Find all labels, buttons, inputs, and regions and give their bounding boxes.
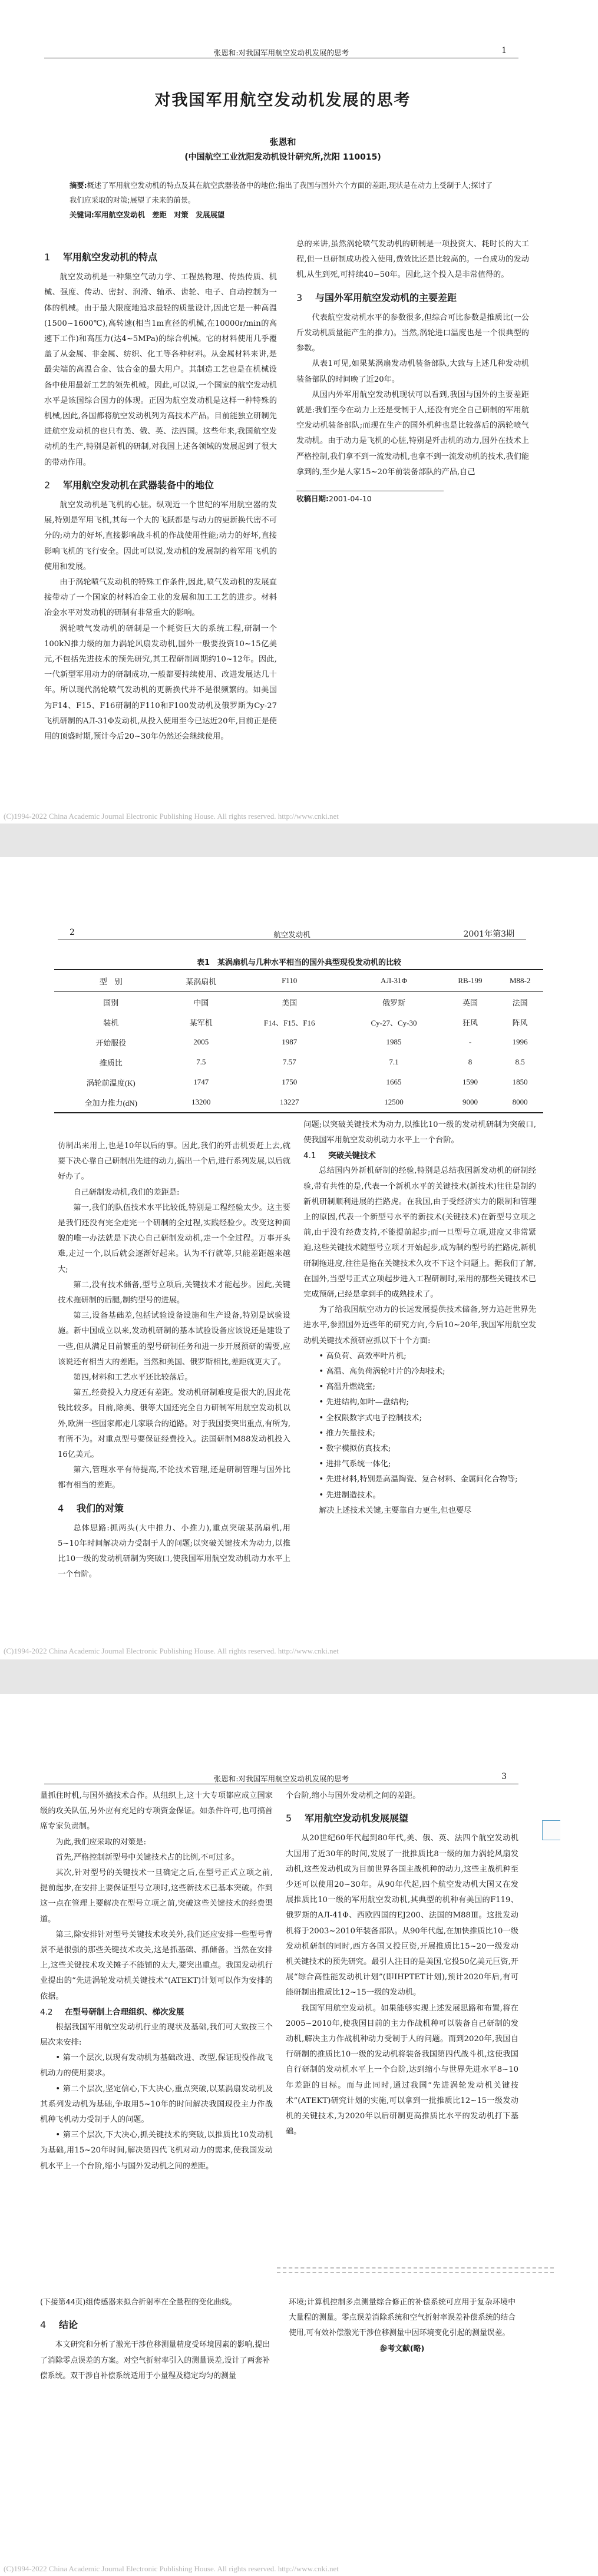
abstract-text: 概述了军用航空发动机的特点及其在航空武器装备中的地位;指出了我国与国外六个方面的差距,现状是在动力上受制于人;探讨了我们应采取的对策;展望了未来的前景。 bbox=[70, 181, 493, 204]
table-header-cell: 型 别 bbox=[54, 970, 167, 992]
table-cell: 开始服役 bbox=[95, 1038, 127, 1047]
subsection-heading: 4.2 在型号研制上合理组织、梯次发展 bbox=[40, 2007, 184, 2017]
paragraph: 仿制出来用上,也是10年以后的事。因此,我们的歼击机要赶上去,就要下决心靠自己研制出先进的动力,搞出一个后,进行系列发展,以后就好办了。 bbox=[58, 1142, 291, 1182]
paragraph: 从表1可见,如果某涡扇发动机装备部队,大致与上述几种发动机装备部队的时间晚了近20年。 bbox=[296, 359, 529, 384]
paragraph: 第三,除安排针对型号关键技术攻关外,我们还应安排一些型号背景不是很强的那些关键技术攻关,这是抓基础、抓储备。当然在安排上,这些关键技术攻关摊子不能铺的太大,要突出重点。我国发动机行业提出的“先进涡轮发动机关键技术”(ATEKT)计划可以作为安排的依据。 bbox=[40, 1930, 273, 2001]
running-head bbox=[44, 46, 518, 58]
paragraph: 涡轮喷气发动机的研制是一个耗资巨大的系统工程,研制一个100kN推力级的加力涡轮风扇发动机,国外一般要投资10~15亿美元,不包括先进技术的预先研究,其工程研制周期约10~12年。因此,一代新型军用动力的研制成功,一般都要持续使用、改进发展达几十年。所以现代涡轮喷气发动机的更新换代并不是很频繁的。如美国为F14、F15、F16研制的F110和F100发动机及俄罗斯为Cy-27飞机研制的AЛ-31Φ发动机,从投入使用至今已达近20年,目前正是使用的顶盛时期,预计今后20~30年仍然还会继续使用。 bbox=[44, 624, 277, 742]
paragraph: 自己研制发动机,我们的差距是: bbox=[73, 1188, 180, 1197]
list-item: • 第一个层次,以现有发动机为基础改进、改型,保证现役作战飞机动力的使用要求。 bbox=[40, 2051, 273, 2081]
table-cell: 13227 bbox=[234, 1092, 344, 1113]
running-head bbox=[44, 1772, 518, 1784]
references-heading: 参考文献(略) bbox=[379, 2344, 425, 2353]
paragraph: 根据我国军用航空发动机行业的现状及基础,我们可大致按三个层次来安排: bbox=[40, 2022, 273, 2048]
table-cell: 13200 bbox=[167, 1092, 234, 1113]
paragraph: 第四,材料和工艺水平还比较落后。 bbox=[73, 1373, 193, 1383]
table-cell: 1750 bbox=[282, 1077, 298, 1086]
author: 张恩和 bbox=[269, 137, 296, 147]
table-row bbox=[54, 1052, 543, 1072]
table-row bbox=[54, 992, 543, 1013]
page-3 bbox=[0, 1694, 598, 2576]
table-cell: 1747 bbox=[193, 1077, 209, 1086]
paragraph: 从20世纪60年代起到80年代,美、俄、英、法四个航空发动机大国用了近30年的时间,发展了一批推质比8一级的加力涡轮风扇发动机,这些发动机成为目前世界各国主战机种的动力,这些主战机种至少还可以使用20~30年。从90年代起,四个航空发动机大国又在发展推质比10一级的军用航空发动机,其典型的机种有美国的F119、俄罗斯的AЛ-41Φ、西欧四国的EJ200、法国的M88Ⅲ。这批发动机将于2003~2010年装备部队。从90年代起,在加快推质比10一级发动机研制的同时,西方各国又投巨资,开展推质比15~20一级发动机关键技术的预先研究。最引人注目的是美国,它投50亿美元巨资,开展“综合高性能发动机计划”(即IHPTET计划),预计2020年后,有可能研制出推质比12~15一级的发动机。 bbox=[286, 1834, 518, 1998]
table-cell: 全加力推力(dN) bbox=[54, 1092, 167, 1113]
column-right bbox=[303, 1117, 536, 1519]
key-technology-list bbox=[303, 1349, 536, 1503]
table-cell: 阵风 bbox=[512, 1018, 528, 1027]
running-head-title: 张恩和:对我国军用航空发动机发展的思考 bbox=[213, 48, 349, 57]
paragraph-continued: 问题;以突破关键技术为动力,以推比10一级的发动机研制为突破口,使我国军用航空发动机动力水平上一个台阶。 bbox=[303, 1120, 536, 1145]
paragraph: 第二,没有技术储备,型号立项后,关键技术才能起步。因此,关键技术拖研制的后腿,制约型号的进展。 bbox=[58, 1280, 290, 1305]
journal-name: 航空发动机 bbox=[273, 930, 310, 939]
table-row bbox=[54, 1092, 543, 1113]
table-header-cell: 某涡扇机 bbox=[167, 970, 234, 992]
table-cell: 1590 bbox=[462, 1077, 478, 1086]
table-cell: 装机 bbox=[103, 1018, 119, 1027]
column-left bbox=[58, 1139, 291, 1579]
paragraph: 从国内外军用航空发动机现状可以看到,我国与国外的主要差距就是:我们至今在动力上还是受制于人,还没有完全自己研制的军用航空发动机装备部队;而现在生产的国外机种也是比较落后的涡轮喷气发动机。由于动力是飞机的心脏,特别是歼击机的动力,国外在技术上严格控制,我们拿不到一流发动机,也拿不到一流发动机的技术,我们能拿到的,至少是人家15~20年前装备部队的产品,自己 bbox=[296, 390, 530, 477]
list-item: • 先进制造技术。 bbox=[303, 1488, 536, 1503]
table-cell: 7.5 bbox=[196, 1057, 206, 1066]
table-header-row bbox=[54, 970, 543, 992]
table-cell: 国别 bbox=[103, 998, 119, 1007]
table-cell: 1850 bbox=[512, 1077, 528, 1086]
list-item: • 进排气系统一体化; bbox=[303, 1457, 536, 1472]
table-cell: 1665 bbox=[386, 1077, 402, 1086]
table-cell: 8000 bbox=[497, 1092, 543, 1113]
list-item: • 先进材料,特别是高温陶瓷、复合材料、金属间化合物等; bbox=[303, 1472, 536, 1487]
table-cell: 英国 bbox=[462, 998, 478, 1007]
table-header-cell: RB-199 bbox=[444, 970, 497, 992]
paragraph: 环境;计算机控制多点测量综合修正的补偿系统可应用于复杂环境中大量程的测量。零点误差消除系统和空气折射率误差补偿系统的结合使用,可有效补偿激光干涉位移测量中因环境变化引起的测量误差。 bbox=[289, 2298, 516, 2338]
table-header-cell: AЛ-31Φ bbox=[344, 970, 443, 992]
page-number: 1 bbox=[501, 46, 507, 55]
paragraph: 代表航空发动机水平的参数很多,但综合可比参数是推质比(一公斤发动机质量能产生的推力)。当然,涡轮进口温度也是一个很典型的参数。 bbox=[296, 313, 529, 353]
paragraph-continued: 个台阶,缩小与国外发动机之间的差距。 bbox=[286, 1791, 421, 1800]
column-right bbox=[296, 237, 529, 507]
table-cell: 12500 bbox=[344, 1092, 443, 1113]
paragraph: 由于涡轮喷气发动机的特殊工作条件,因此,喷气发动机的发展直接带动了一个国家的材料冶金工业的发展和加工工艺的进步。材料冶金水平对发动机的研制有非常重大的影响。 bbox=[44, 578, 277, 618]
section-heading: 2 军用航空发动机在武器装备中的地位 bbox=[44, 479, 214, 491]
page-1 bbox=[0, 0, 598, 824]
paragraph: 第五,经费投入力度还有差距。发动机研制难度是很大的,因此花钱比较多。目前,除美、俄等大国还完全自力研制军用航空发动机以外,欧洲一些国家都走几家联合的道路。对于我国要突出重点,有所为,有所不为。对重点型号要保证经费投入。法国研制M88发动机投入16亿美元。 bbox=[58, 1388, 291, 1460]
table-cell: - bbox=[468, 1037, 472, 1046]
copyright-notice: (C)1994-2022 China Academic Journal Electronic Publishing House. All rights reserved. http://www.cnki.net bbox=[4, 2564, 339, 2573]
paragraph: 我国军用航空发动机。如果能够实现上述发展思路和布置,将在2005~2010年,使我国目前的主力作战机种可以装备自己研制的发动机,解决主力作战机种动力受制于人的问题。而到2020年,我国自行研制的推质比10一级的发动机将装备我国第四代战斗机,这使我国自行研制的发动机水平上一个台阶,达到缩小与世界先进水平8~10年差距的目标。而与此同时,通过我国“先进涡轮发动机关键技术”(ATEKT)研究计划的实施,可以拿到一批推质比12~15一级发动机的关键技术,为2020年以后研制更高推质比水平的发动机打下基础。 bbox=[286, 2003, 518, 2137]
paragraph-continued: 总的来讲,虽然涡轮喷气发动机的研制是一项投资大、耗时长的大工程,但一旦研制成功投入使用,费效比还是比较高的。一台成功的发动机,从生到死,可持续40~50年。因此,这个投入是非常值得的。 bbox=[296, 240, 529, 280]
paragraph: 解决上述技术关键,主要靠自力更生,但也要尽 bbox=[319, 1506, 472, 1515]
table-cell: 9000 bbox=[444, 1092, 497, 1113]
table-cell: F14、F15、F16 bbox=[263, 1018, 315, 1027]
section-heading: 5 军用航空发动机发展展望 bbox=[286, 1813, 409, 1824]
page-number: 3 bbox=[501, 1772, 507, 1781]
paragraph: 第一,我们的队伍技术水平比较低,特别是工程经验太少。这主要是我们还没有完全走完一个研制的全过程,实践经验少。改变这种面貌的唯一办法就是下决心自己研制发动机,走一个全过程。万事开头难,走过一个,以后就会逐渐好起来。认为不行就等,只能差距越来越大; bbox=[58, 1203, 290, 1274]
running-head-title: 张恩和:对我国军用航空发动机发展的思考 bbox=[213, 1774, 349, 1783]
table-cell: 7.57 bbox=[282, 1057, 296, 1066]
abstract-block bbox=[70, 178, 500, 223]
list-item: • 高温、高负荷涡轮叶片的冷却技术; bbox=[303, 1364, 536, 1380]
table-cell: 狂风 bbox=[462, 1018, 478, 1027]
list-item: • 高温升燃烧室; bbox=[303, 1380, 536, 1395]
table-cell: 推质比 bbox=[99, 1058, 123, 1067]
paragraph: 第三,设备基础差,包括试验设备设施和生产设备,特别是试验设施。新中国成立以来,发动机研制的基本试验设备应该说还是建设了一些,但从满足目前繁重的型号研制任务和进一步开展预研的需要,应该说还有相当大的差距。当然和美国、俄罗斯相比,差距就更大了。 bbox=[58, 1311, 290, 1367]
subsection-heading: 4.1 突破关键技术 bbox=[303, 1151, 376, 1161]
article-separator bbox=[277, 2267, 554, 2273]
paragraph: (下接第44页)组传感器来拟合折射率在全量程的变化曲线。 bbox=[40, 2298, 237, 2307]
list-item: • 高负荷、高效率叶片机; bbox=[303, 1349, 536, 1364]
section-heading: 4 结论 bbox=[40, 2319, 78, 2331]
column-right bbox=[286, 1788, 518, 2139]
table-header-cell: F110 bbox=[234, 970, 344, 992]
paper-title: 对我国军用航空发动机发展的思考 bbox=[154, 91, 411, 110]
table-cell: 美国 bbox=[282, 998, 298, 1007]
table-cell: 涡轮前温度(K) bbox=[86, 1078, 136, 1087]
section-heading: 4 我们的对策 bbox=[58, 1502, 124, 1514]
development-levels-list bbox=[40, 2051, 273, 2174]
table-header-cell: M88-2 bbox=[497, 970, 543, 992]
table-cell: 1996 bbox=[512, 1037, 528, 1046]
affiliation: (中国航空工业沈阳发动机设计研究所,沈阳 110015) bbox=[184, 153, 381, 162]
paragraph: 本文研究和分析了激光干涉位移测量精度受环境因素的影响,提出了消除零点误差的方案。对空气折射率引入的测量误差,设计了两套补偿系统。双干涉自补偿系统适用于小量程及稳定均匀的测量 bbox=[40, 2340, 270, 2380]
table-cell: 1985 bbox=[386, 1037, 402, 1046]
keywords-label: 关键词: bbox=[70, 211, 94, 219]
table-row bbox=[54, 1072, 543, 1092]
other-article-left bbox=[40, 2295, 270, 2384]
paragraph: 第六,管理水平有待提高,不论技术管理,还是研制管理与国外比都有相当的差距。 bbox=[58, 1466, 290, 1490]
paragraph: 总结国内外新机研制的经验,特别是总结我国新发动机的研制经验,带有共性的是,代表一个新机水平的关键技术(新技术)往往是制约新机研制顺利进展的拦路虎。在我国,由于受经济实力的限制和管理上的原因,代表一个新型号水平的新技术(关键技术)在新型号立项之前,由于没有经费支持,不能提前起步;而一旦型号立项,进度又非常紧迫,这些关键技术随型号立项才开始起步,成为制约型号的拦路虎,新机研制拖进度,往往是拖在关键技术久攻不下这个问题上。据我们了解,在国外,当型号正式立项起步进入工程研制时,采用的那些关键技术已完成预研,已经是拿到手的成熟技术了。 bbox=[303, 1166, 537, 1299]
list-item: • 第三个层次,下大决心,抓关键技术的突破,以推质比10发动机为基础,用15~20年时间,解决第四代飞机对动力的需求,使我国发动机水平上一个台阶,缩小与国外发动机之间的差距。 bbox=[40, 2128, 273, 2174]
table-cell: 8.5 bbox=[515, 1057, 525, 1066]
table-cell: 俄罗斯 bbox=[382, 998, 406, 1007]
abstract-label: 摘要: bbox=[70, 181, 87, 190]
received-date: 收稿日期:2001-04-10 bbox=[296, 494, 372, 504]
keywords-text: 军用航空发动机 差距 对策 发展展望 bbox=[94, 211, 225, 219]
list-item: • 全权限数字式电子控制技术; bbox=[303, 1411, 536, 1426]
column-left bbox=[40, 1788, 273, 2174]
other-article-right bbox=[289, 2295, 516, 2357]
paragraph: 为了给我国航空动力的长远发展提供技术储备,努力追赶世界先进水平,参照国外近些年的研究方向,今后10~20年,我国军用航空发动机关键技术预研应抓以下十个方面: bbox=[303, 1305, 536, 1345]
paragraph: 量抓住时机,与国外搞技术合作。从组织上,这十大专项都应成立国家级的攻关队伍,另外应有充足的专项资金保证。如条件许可,也可搞首席专家负责制。 bbox=[40, 1791, 273, 1831]
table-cell: 法国 bbox=[512, 998, 528, 1007]
list-item: • 第二个层次,坚定信心,下大决心,重点突破,以某涡扇发动机及其系列发动机为基础,争取用5~10年的时间解决我国现役主力作战机种飞机动力受制于人的问题。 bbox=[40, 2082, 273, 2128]
table-cell: 1987 bbox=[282, 1037, 298, 1046]
issue: 2001年第3期 bbox=[463, 930, 514, 939]
paragraph: 首先,严格控制新型号中关键技术占的比例,不可过多。 bbox=[55, 1853, 240, 1862]
table-cell: 7.1 bbox=[389, 1057, 399, 1066]
list-item: • 数字模拟仿真技术; bbox=[303, 1441, 536, 1457]
running-head bbox=[58, 928, 526, 940]
page-2 bbox=[0, 857, 598, 1659]
list-item: • 先进结构,如叶—盘结构; bbox=[303, 1395, 536, 1410]
table-row bbox=[54, 1032, 543, 1052]
table-cell: 8 bbox=[468, 1057, 473, 1066]
paragraph: 航空发动机是飞机的心脏。纵观近一个世纪的军用航空器的发展,特别是军用飞机,其每一个大的飞跃都是与动力的更新换代密不可分的;动力的好坏,直接影响战斗机的作战使用性能;动力的好坏,直接影响飞机的飞行安全。因此可以说,发动机的发展制约着军用飞机的使用和发展。 bbox=[44, 501, 277, 571]
paragraph: 为此,我们应采取的对策是: bbox=[55, 1837, 147, 1847]
page-number: 2 bbox=[70, 928, 75, 937]
copyright-notice: (C)1994-2022 China Academic Journal Electronic Publishing House. All rights reserved. http://www.cnki.net bbox=[4, 1646, 339, 1655]
page-thumbnail[interactable] bbox=[542, 1820, 560, 1840]
section-heading: 1 军用航空发动机的特点 bbox=[44, 252, 158, 263]
section-heading: 3 与国外军用航空发动机的主要差距 bbox=[296, 292, 457, 303]
copyright-notice: (C)1994-2022 China Academic Journal Electronic Publishing House. All rights reserved. http://www.cnki.net bbox=[4, 812, 339, 821]
paragraph: 总体思路:抓两头(大中推力、小推力),重点突破某涡扇机,用5~10年时间解决动力受制于人的问题;以突破关键技术为动力,以推比10一级的发动机研制为突破口,使我国军用航空发动机动力水平上一个台阶。 bbox=[58, 1523, 290, 1579]
table-cell: 中国 bbox=[193, 998, 209, 1007]
paragraph: 航空发动机是一种集空气动力学、工程热物理、传热传质、机械、强度、传动、密封、润滑、轴承、齿轮、电子、自动控制为一体的机械。由于最大限度地追求最轻的质量设计,因此它是一种高温(1500~1600℃),高转速(相当1m直径的机械,在10000r/min的高速下工作)和高压力(达4~5MPa)的综合机械。它的材料使用几乎覆盖了从金属、非金属、纺织、化工等各种材料。从金属材料来讲,是最尖端的高温合金、钛合金的最大用户。其制造工艺也是在机械设备中使用最新工艺的领先机械。因此,可以说,一个国家的航空发动机水平是该国综合国力的体现。正因为航空发动机是这样一种特殊的机械,因此,各国都将航空发动机列为高技术产品。目前能独立研制先进航空发动机的也只有美、俄、英、法四国。这些年来,我国航空发动机的生产,特别是新机的研制,对我国上述各领域的发展起到了很大的带动作用。 bbox=[44, 273, 277, 467]
table-cell: 2005 bbox=[193, 1037, 209, 1046]
paragraph: 其次,针对型号的关键技术一旦确定之后,在型号正式立项之前,提前起步,在安排上要保证型号立项时,这些新技术已基本突破。作到这一点在管理上要解决在型号立项之前,突破这些关键技术的经费渠道。 bbox=[40, 1869, 273, 1924]
table-cell: Cy-27、Cy-30 bbox=[371, 1018, 417, 1027]
list-item: • 推力矢量技术; bbox=[303, 1426, 536, 1441]
table-row bbox=[54, 1012, 543, 1032]
column-left bbox=[44, 243, 277, 742]
table-cell: 某军机 bbox=[189, 1018, 213, 1027]
comparison-table bbox=[54, 969, 543, 1113]
table-caption: 表1 某涡扇机与几种水平相当的国外典型现役发动机的比较 bbox=[196, 958, 402, 967]
